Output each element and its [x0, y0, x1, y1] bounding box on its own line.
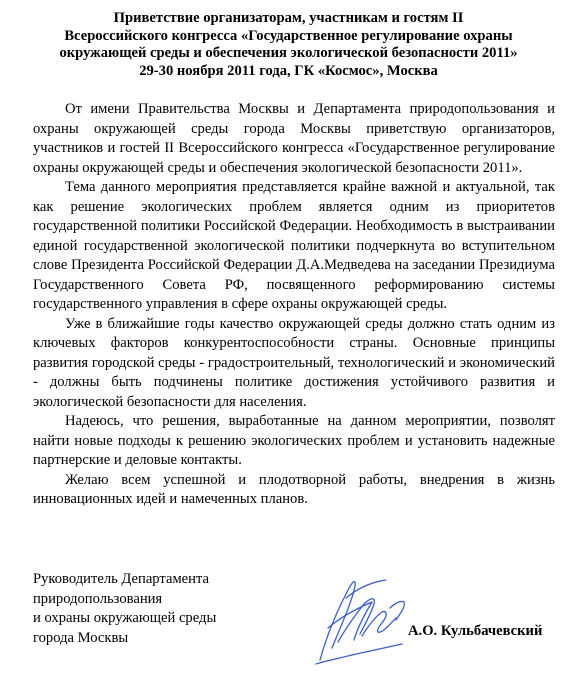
header-line-4: 29-30 ноября 2011 года, ГК «Космос», Москва [139, 62, 438, 79]
paragraph-5: Желаю всем успешной и плодотворной работы, внедрения в жизнь инновационных идей и намеченных планов. [33, 471, 555, 507]
paragraph-1: От имени Правительства Москвы и Департамента природопользования и охраны окружающей среды города Москвы приветствую организаторов, участников и гостей II Всероссийского конгресса «Государственное регулирование охраны окружающей среды и обеспечения экологической безопасности 2011». [33, 101, 555, 176]
signatory-name: А.О. Кульбачевский [408, 623, 543, 639]
header-line-3: окружающей среды и обеспечения экологической безопасности 2011» [59, 45, 518, 62]
signatory-title-line-4: города Москвы [33, 629, 129, 646]
signatory-title-line-2: природопользования [33, 590, 163, 607]
header-line-1: Приветствие организаторам, участникам и гостям II [113, 10, 464, 26]
document-header [0, 10, 577, 80]
signatory-title-line-3: и охраны окружающей среды [33, 610, 217, 626]
signatory-title [33, 570, 216, 648]
paragraph-3: Уже в ближайшие годы качество окружающей среды должно стать одним из ключевых факторов конкурентоспособности страны. Основные принципы развития городской среды - градостроительный, технологический и экономический - должны быть подчинены политике достижения устойчивого развития и экологической безопасности для населения. [33, 315, 555, 410]
paragraph-4: Надеюсь, что решения, выработанные на данном мероприятии, позволят найти новые подходы к решению экологических проблем и установить надежные партнерские и деловые контакты. [33, 413, 555, 468]
handwritten-signature [306, 568, 416, 668]
signatory-title-line-1: Руководитель Департамента [33, 571, 209, 587]
document-body [33, 100, 555, 510]
paragraph-2: Тема данного мероприятия представляется крайне важной и актуальной, так как решение экологических проблем является одним из приоритетов государственной политики Российской Федерации. Необходимость в выстраивании единой государственной экологической политики подчеркнута во вступительном слове Президента Российской Федерации Д.А.Медведева на заседании Президиума Государственного Совета РФ, посвященного реформированию системы государственного управления в сфере охраны окружающей среды. [33, 179, 555, 312]
header-line-2: Всероссийского конгресса «Государственное регулирование охраны [64, 27, 513, 44]
